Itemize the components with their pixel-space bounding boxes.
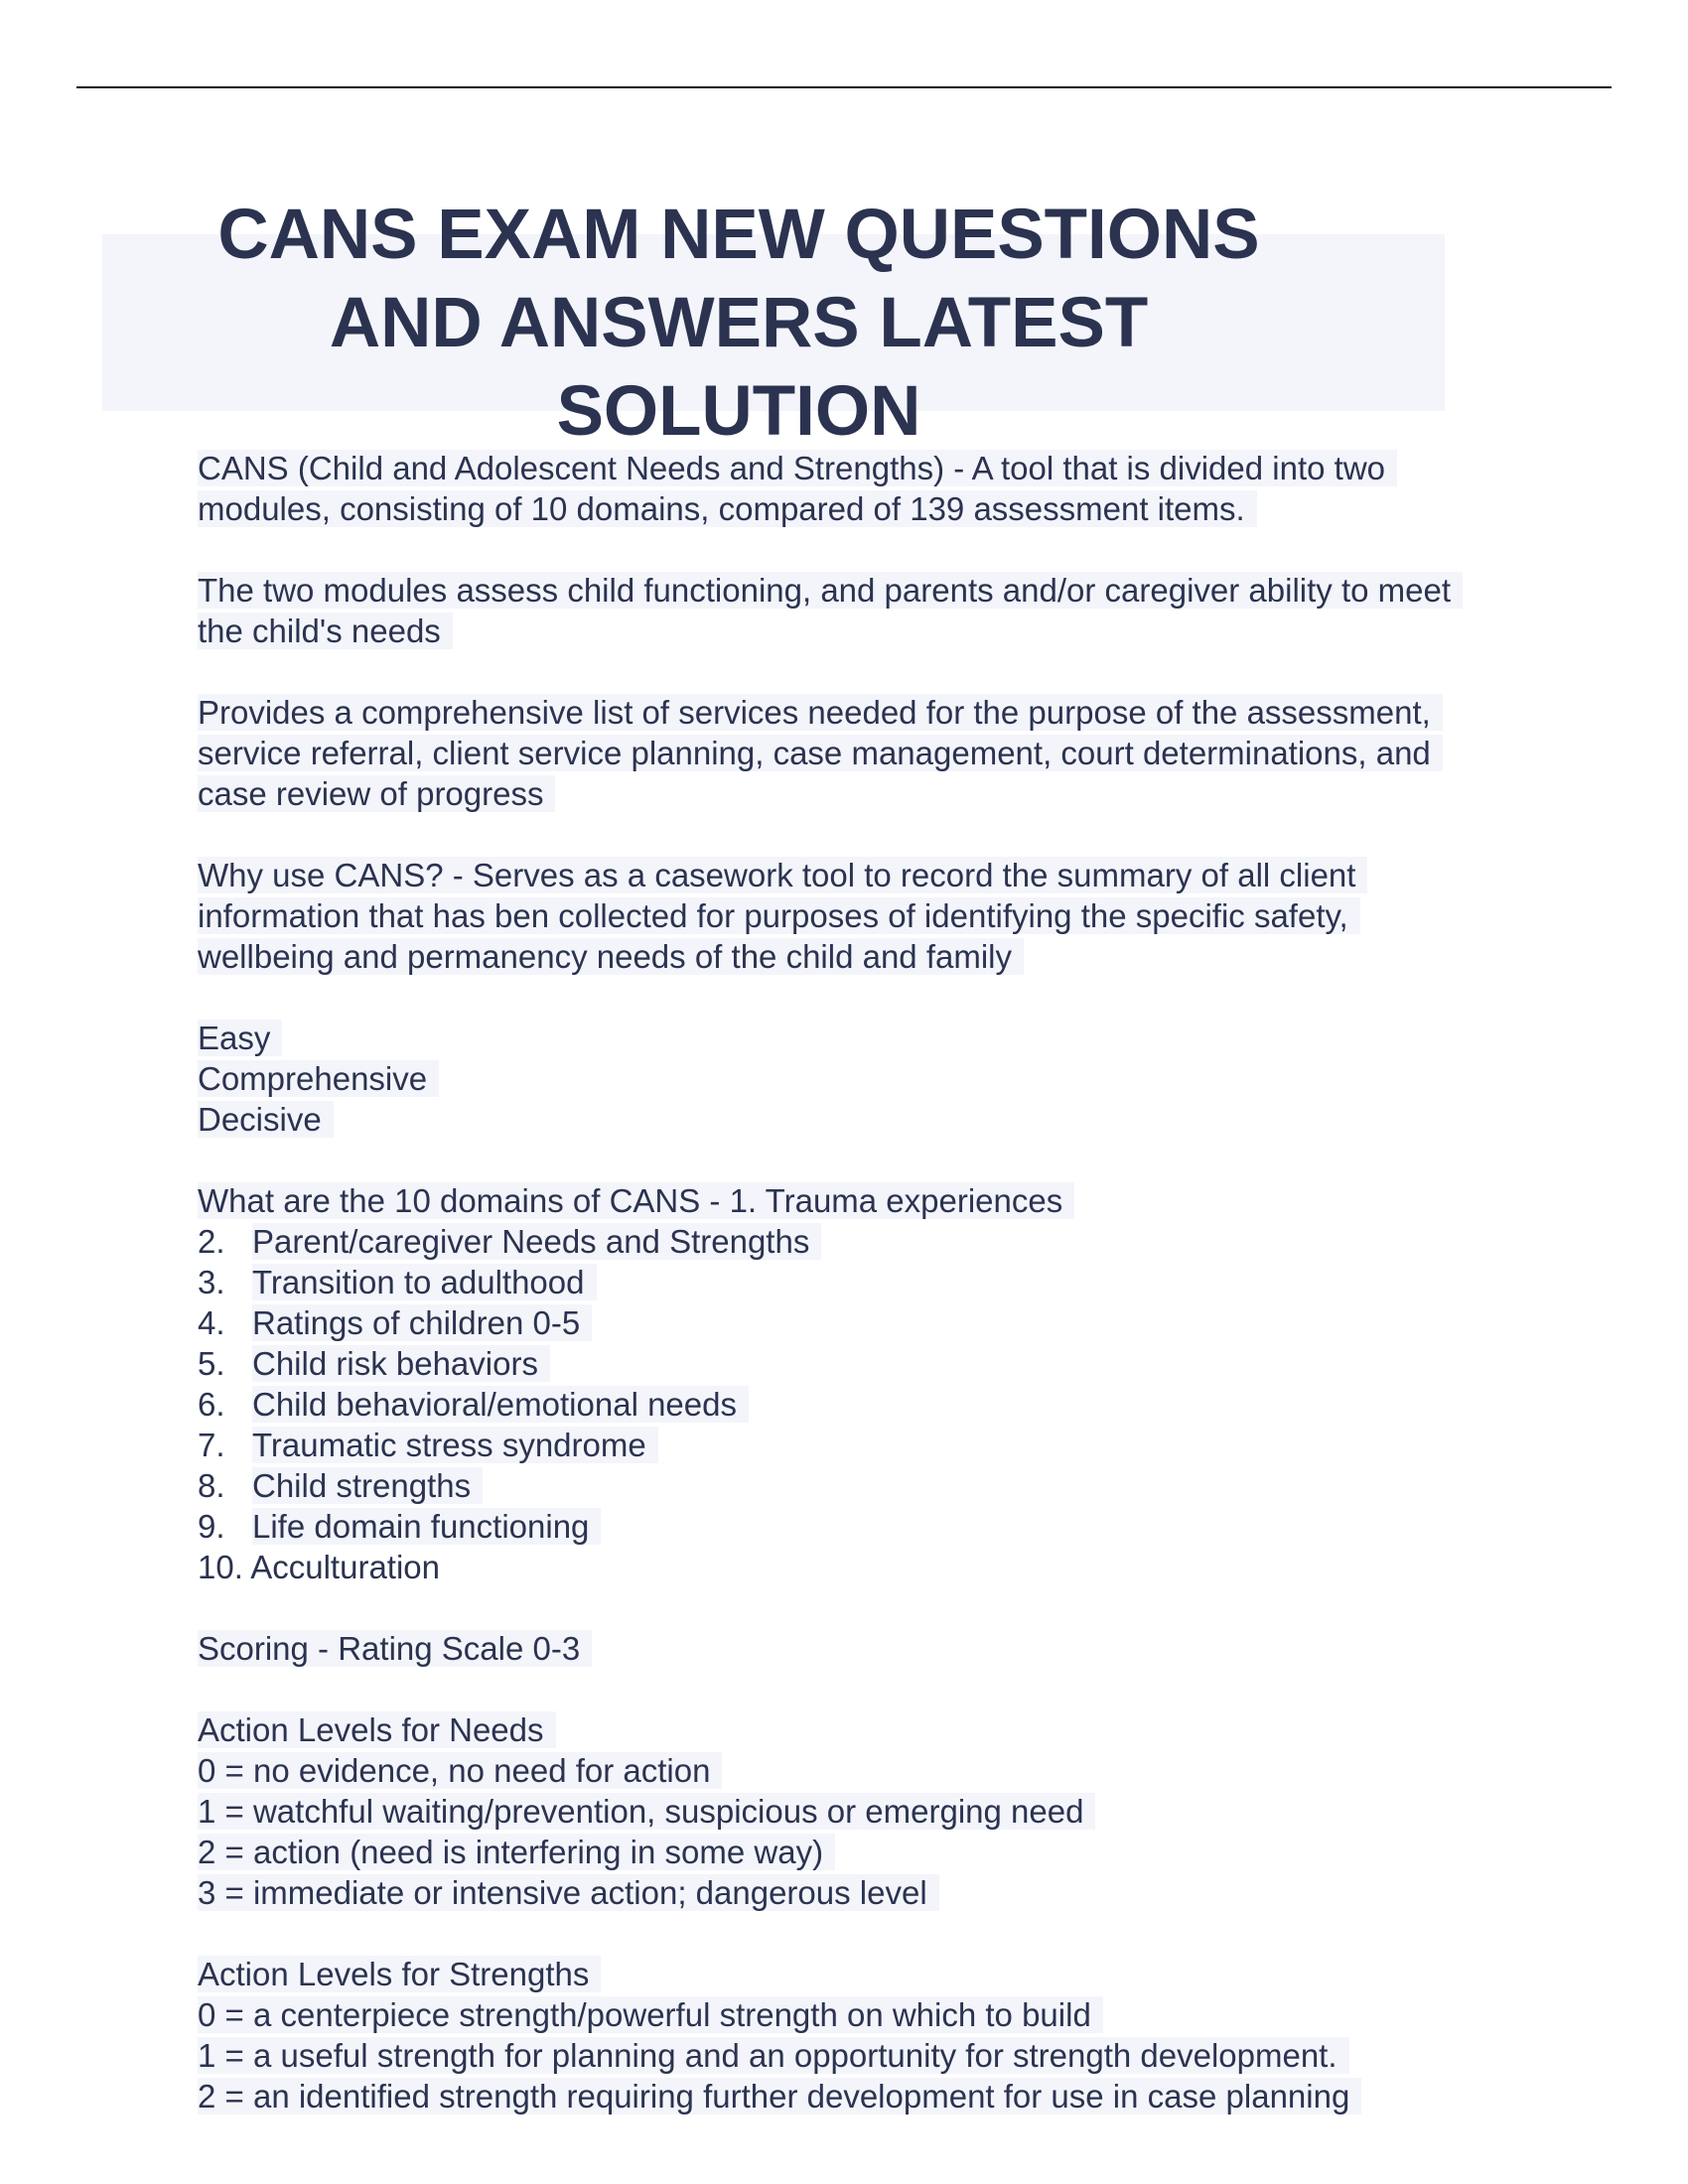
text-line: Easy — [198, 1020, 282, 1056]
text-line: the child's needs — [198, 613, 453, 649]
paragraph-attributes — [198, 1018, 1488, 1140]
scoring-section — [198, 1628, 1488, 1669]
paragraph-cans-definition — [198, 448, 1488, 529]
strengths-level: 0 = a centerpiece strength/powerful strength on which to build — [198, 1996, 1103, 2033]
text-line: wellbeing and permanency needs of the child and family — [198, 938, 1024, 975]
domain-item: 10. Acculturation — [198, 1549, 440, 1585]
needs-section — [198, 1709, 1488, 1913]
title-banner — [102, 195, 1445, 451]
paragraph-modules — [198, 570, 1488, 651]
paragraph-services — [198, 692, 1488, 814]
header-divider — [76, 86, 1612, 88]
domain-item: 9. Life domain functioning — [198, 1506, 1488, 1547]
scoring-line: Scoring - Rating Scale 0-3 — [198, 1630, 592, 1667]
strengths-level: 1 = a useful strength for planning and an opportunity for strength development. — [198, 2037, 1349, 2074]
domain-item: 4. Ratings of children 0-5 — [198, 1302, 1488, 1343]
domains-section — [198, 1180, 1488, 1587]
text-line: service referral, client service planning, case management, court determinations, and — [198, 735, 1443, 771]
strengths-heading: Action Levels for Strengths — [198, 1956, 601, 1992]
domain-item: 2. Parent/caregiver Needs and Strengths — [198, 1221, 1488, 1262]
needs-level: 0 = no evidence, no need for action — [198, 1752, 722, 1789]
document-body — [198, 448, 1488, 2157]
text-line: Why use CANS? - Serves as a casework tool to record the summary of all client — [198, 857, 1367, 893]
text-line: Comprehensive — [198, 1060, 439, 1097]
domain-item: 8. Child strengths — [198, 1465, 1488, 1506]
needs-heading: Action Levels for Needs — [198, 1711, 556, 1748]
needs-level: 1 = watchful waiting/prevention, suspicious or emerging need — [198, 1793, 1095, 1830]
needs-level: 3 = immediate or intensive action; dangerous level — [198, 1874, 939, 1911]
domain-item: 3. Transition to adulthood — [198, 1262, 1488, 1302]
text-line: Decisive — [198, 1101, 334, 1138]
domains-intro: What are the 10 domains of CANS - 1. Trauma experiences — [198, 1182, 1074, 1219]
text-line: The two modules assess child functioning, and parents and/or caregiver ability to meet — [198, 572, 1463, 609]
text-line: case review of progress — [198, 775, 555, 812]
strengths-level: 2 = an identified strength requiring further development for use in case planning — [198, 2078, 1361, 2115]
paragraph-why-use-cans — [198, 855, 1488, 977]
domain-item: 7. Traumatic stress syndrome — [198, 1425, 1488, 1465]
strengths-section — [198, 1954, 1488, 2116]
text-line: Provides a comprehensive list of services needed for the purpose of the assessment, — [198, 694, 1443, 731]
text-line: CANS (Child and Adolescent Needs and Strengths) - A tool that is divided into two — [198, 450, 1397, 486]
domain-item: 5. Child risk behaviors — [198, 1343, 1488, 1384]
document-title: CANS EXAM NEW QUESTIONS AND ANSWERS LATEST SOLUTION — [217, 195, 1260, 451]
text-line: modules, consisting of 10 domains, compared of 139 assessment items. — [198, 490, 1257, 527]
text-line: information that has ben collected for purposes of identifying the specific safety, — [198, 897, 1360, 934]
domain-item: 6. Child behavioral/emotional needs — [198, 1384, 1488, 1425]
needs-level: 2 = action (need is interfering in some way) — [198, 1834, 835, 1870]
